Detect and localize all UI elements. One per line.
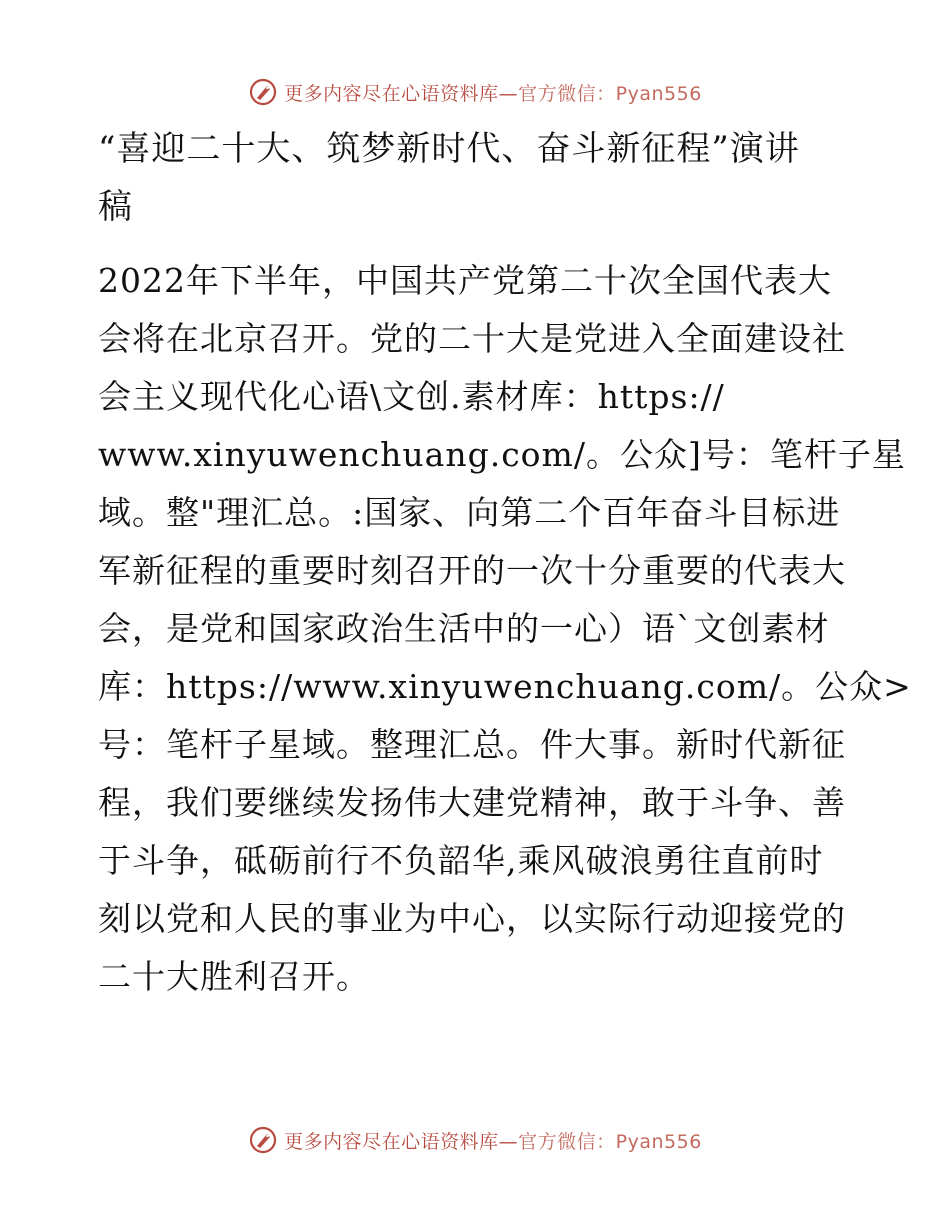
body-line: 会，是党和国家政治生活中的一心）语`文创素材 — [98, 609, 830, 648]
watermark-text: 更多内容尽在心语资料库—官方微信：Pyan556 — [284, 1130, 702, 1153]
document-body — [98, 252, 912, 1006]
pen-nib-circle-icon — [248, 77, 278, 107]
body-line: 库：https://www.xinyuwenchuang.com/。公众> — [98, 667, 912, 706]
pen-nib-circle-icon — [248, 1125, 278, 1155]
title-line: “喜迎二十大、筑梦新时代、奋斗新征程”演讲 — [98, 129, 800, 169]
body-line: 号：笔杆子星域。整理汇总。件大事。新时代新征 — [98, 725, 846, 764]
body-line: 军新征程的重要时刻召开的一次十分重要的代表大 — [98, 551, 846, 590]
body-line: 会主义现代化心语\文创.素材库：https:// — [98, 377, 725, 416]
body-line: www.xinyuwenchuang.com/。公众]号：笔杆子星 — [98, 435, 906, 474]
body-line: 会将在北京召开。党的二十大是党进入全面建设社 — [98, 319, 846, 358]
body-line: 二十大胜利召开。 — [98, 957, 370, 996]
watermark-text: 更多内容尽在心语资料库—官方微信：Pyan556 — [284, 82, 702, 105]
header-watermark — [0, 70, 950, 114]
body-line: 程，我们要继续发扬伟大建党精神，敢于斗争、善 — [98, 783, 846, 822]
document-title — [98, 120, 858, 236]
body-line: 于斗争，砥砺前行不负韶华,乘风破浪勇往直前时 — [98, 841, 824, 880]
footer-watermark — [0, 1118, 950, 1162]
title-line: 稿 — [98, 187, 133, 227]
body-line: 刻以党和人民的事业为中心，以实际行动迎接党的 — [98, 899, 846, 938]
body-line: 2022年下半年，中国共产党第二十次全国代表大 — [98, 261, 832, 300]
body-line: 域。整"理汇总。:国家、向第二个百年奋斗目标进 — [98, 493, 841, 532]
